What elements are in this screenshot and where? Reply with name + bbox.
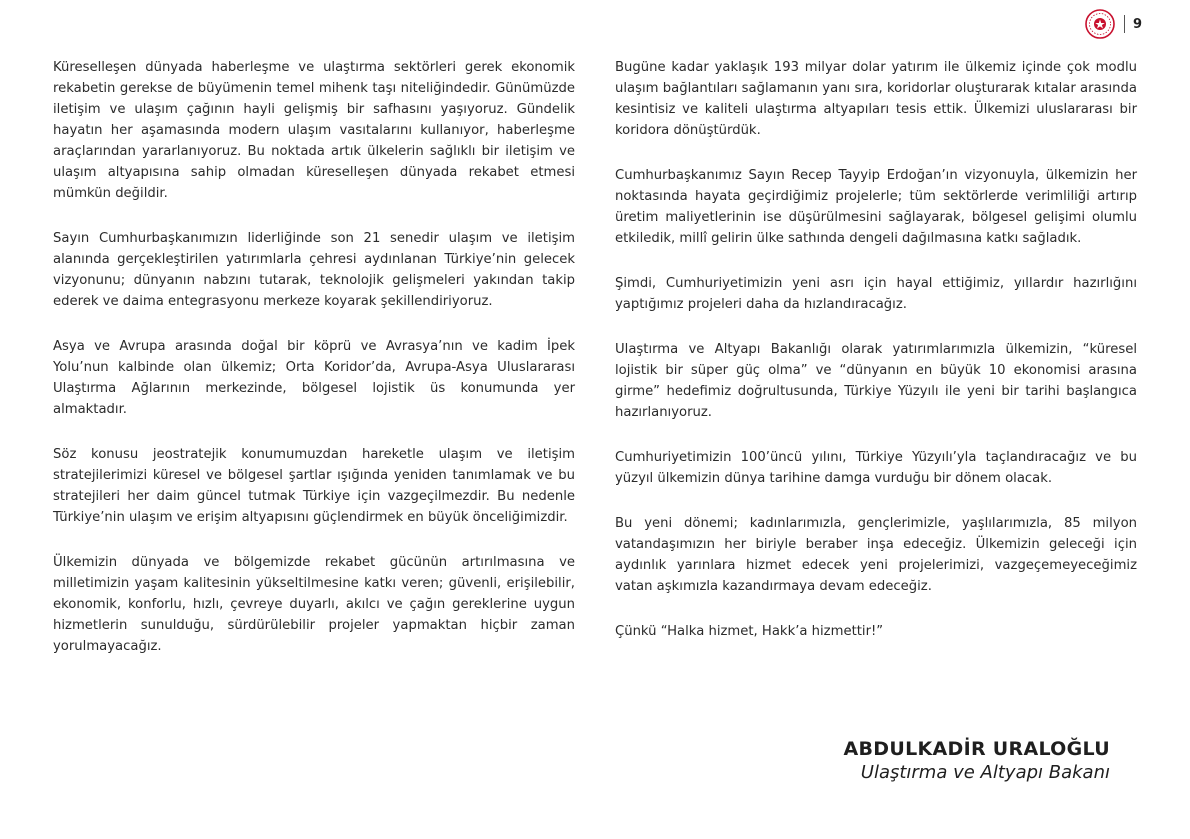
- paragraph: Cumhuriyetimizin 100’üncü yılını, Türkiye Yüzyılı’yla taçlandıracağız ve bu yüzyıl ülkemizin dünya tarihine damga vurduğu bir dönem olacak.: [615, 450, 1137, 486]
- signatory-title: Ulaştırma ve Altyapı Bakanı: [860, 762, 1110, 783]
- ministry-emblem-icon: [1084, 8, 1116, 40]
- paragraph: Bu yeni dönemi; kadınlarımızla, gençlerimizle, yaşlılarımızla, 85 milyon vatandaşımızın her biriyle beraber inşa edeceğiz. Ülkemizin geleceği için aydınlık yarınlara hizmet edecek yeni projelerimizi, vazgeçemeyeceğimiz vatan aşkımızla kazandırmaya devam edeceğiz.: [615, 516, 1137, 594]
- header-divider: [1124, 15, 1125, 33]
- signature-block: [843, 738, 1110, 783]
- paragraph: Çünkü “Halka hizmet, Hakk’a hizmettir!”: [615, 624, 884, 639]
- paragraph: Sayın Cumhurbaşkanımızın liderliğinde son 21 senedir ulaşım ve iletişim alanında gerçekleştirilen yatırımlarla çehresi aydınlanan Türkiye’nin gelecek vizyonunu; dünyanın nabzını tutarak, teknolojik gelişmeleri yakından takip ederek ve daima entegrasyonu merkeze koyarak şekillendiriyoruz.: [53, 231, 575, 309]
- page-header: [1084, 8, 1142, 40]
- paragraph: Küreselleşen dünyada haberleşme ve ulaştırma sektörleri gerek ekonomik rekabetin gerekse de büyümenin temel mihenk taşı niteliğindedir. Günümüzde iletişim ve ulaşım çağının hayli gelişmiş bir safhasını yaşıyoruz. Gündelik hayatın her aşamasında modern ulaşım vasıtalarını kullanıyor, haberleşme araçlarından yararlanıyoruz. Bu noktada artık ülkelerin sağlıklı bir iletişim ve ulaşım altyapısına sahip olmadan küreselleşen dünyada rekabet etmesi mümkün değildir.: [53, 60, 575, 201]
- paragraph: Ülkemizin dünyada ve bölgemizde rekabet gücünün artırılmasına ve milletimizin yaşam kalitesinin yükseltilmesine katkı veren; güvenli, erişilebilir, ekonomik, konforlu, hızlı, çevreye duyarlı, akılcı ve çağın gereklerine uygun hizmetlerin sunulduğu, sürdürülebilir projeler yapmaktan hiçbir zaman yorulmayacağız.: [53, 555, 575, 654]
- paragraph: Söz konusu jeostratejik konumumuzdan hareketle ulaşım ve iletişim stratejilerimizi küresel ve bölgesel şartlar ışığında yeniden tanımlamak ve bu stratejileri her daim güncel tutmak Türkiye için vazgeçilmezdir. Bu nedenle Türkiye’nin ulaşım ve erişim altyapısını güçlendirmek en büyük önceliğimizdir.: [53, 447, 575, 525]
- paragraph: Bugüne kadar yaklaşık 193 milyar dolar yatırım ile ülkemiz içinde çok modlu ulaşım bağlantıları sağlamanın yanı sıra, koridorlar oluşturarak kıtalar arasında kesintisiz ve kaliteli ulaştırma altyapıları tesis ettik. Ülkemizi uluslararası bir koridora dönüştürdük.: [615, 60, 1137, 138]
- page-number: 9: [1132, 16, 1142, 32]
- signatory-name: ABDULKADİR URALOĞLU: [843, 738, 1110, 760]
- paragraph: Şimdi, Cumhuriyetimizin yeni asrı için hayal ettiğimiz, yıllardır hazırlığını yaptığımız projeleri daha da hızlandıracağız.: [615, 276, 1137, 312]
- left-column: [53, 57, 575, 681]
- paragraph: Asya ve Avrupa arasında doğal bir köprü ve Avrasya’nın ve kadim İpek Yolu’nun kalbinde olan ülkemiz; Orta Koridor’da, Avrupa-Asya Uluslararası Ulaştırma Ağlarının merkezinde, bölgesel lojistik üs konumunda yer almaktadır.: [53, 339, 575, 417]
- paragraph: Ulaştırma ve Altyapı Bakanlığı olarak yatırımlarımızla ülkemizin, “küresel lojistik bir süper güç olma” ve “dünyanın en büyük 10 ekonomisi arasına girme” hedefimiz doğrultusunda, Türkiye Yüzyılı ile yeni bir tarihi başlangıca hazırlanıyoruz.: [615, 342, 1137, 420]
- right-column: [615, 57, 1137, 666]
- paragraph: Cumhurbaşkanımız Sayın Recep Tayyip Erdoğan’ın vizyonuyla, ülkemizin her noktasında hayata geçirdiğimiz projelerle; tüm sektörlerde verimliliği artırıp üretim maliyetlerinin ise düşürülmesini sağlayarak, bölgesel gelişimi olumlu etkiledik, millî gelirin ülke sathında dengeli dağılmasına katkı sağladık.: [615, 168, 1137, 246]
